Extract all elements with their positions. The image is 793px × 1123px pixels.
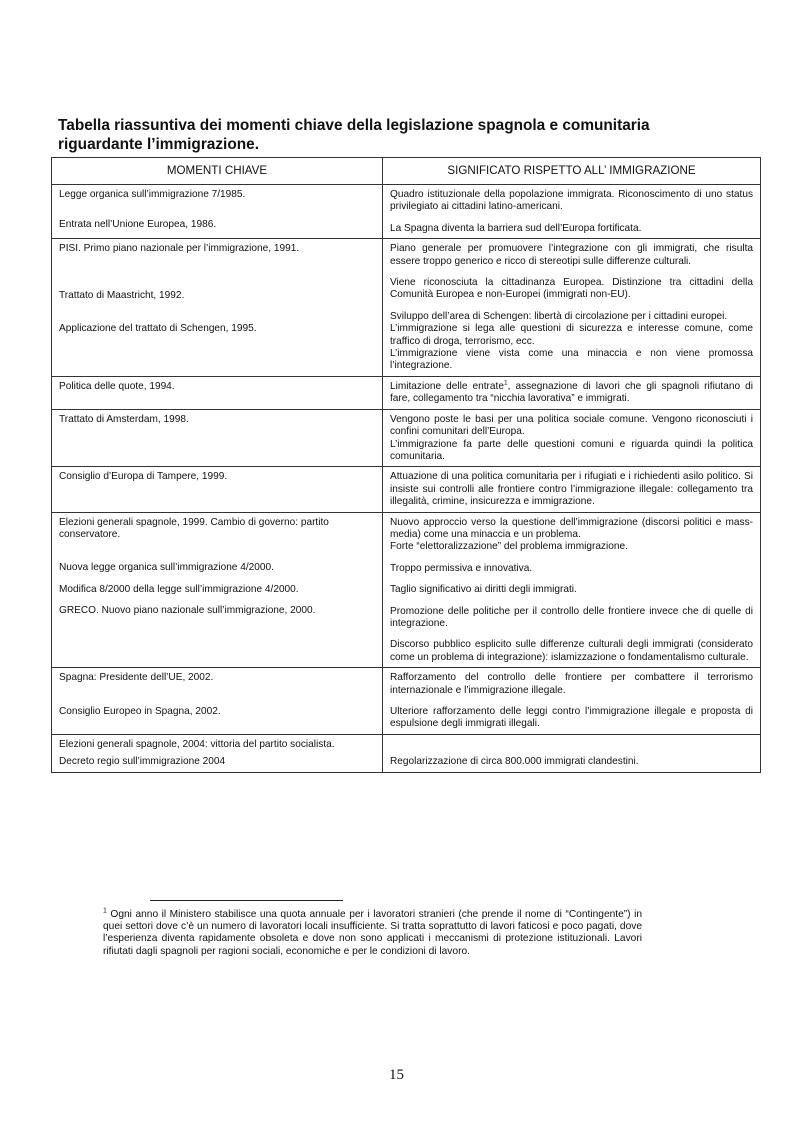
moment-item: Politica delle quote, 1994. [59,380,175,392]
footnote-marker: 1 [103,907,107,915]
moment-item: Consiglio Europeo in Spagna, 2002. [59,705,221,717]
meaning-item: Discorso pubblico esplicito sulle differenze culturali degli immigrati (considerato come un problema di integrazione): islamizzazione o fondamentalismo culturale. [390,639,753,663]
table-title: Tabella riassuntiva dei momenti chiave della legislazione spagnola e comunitaria riguardante l’immigrazione. [58,117,650,153]
moments-cell [52,185,383,239]
meaning-item: Attuazione di una politica comunitaria per i rifugiati e i richiedenti asilo politico. Si insiste sui controlli alle frontiere contro l’immigrazione illegale: collegamento tra illegalità, crimine, insicurezza e immigrazione. [390,471,753,508]
meaning-cell [383,668,761,735]
meaning-item: Forte “elettoralizzazione” del problema immigrazione. [390,541,628,553]
meaning-item: L’immigrazione fa parte delle questioni comuni e riguarda quindi la politica comunitaria. [390,438,753,462]
meaning-item: Ulteriore rafforzamento delle leggi contro l’immigrazione illegale e proposta di espulsione degli immigrati illegali. [390,706,753,730]
meaning-item: Rafforzamento del controllo delle frontiere per combattere il terrorismo internazionale e l’immigrazione illegale. [390,672,753,696]
table-row [52,734,761,772]
meaning-text: Limitazione delle entrate [390,380,504,392]
meaning-item: Regolarizzazione di circa 800.000 immigrati clandestini. [390,755,639,767]
moment-item: Spagna: Presidente dell’UE, 2002. [59,672,214,684]
meaning-item: Troppo permissiva e innovativa. [390,562,533,574]
moment-item: GRECO. Nuovo piano nazionale sull’immigrazione, 2000. [59,605,316,617]
page-number: 15 [389,1067,404,1083]
footnote-reference: 1 [503,379,508,387]
moment-item: Applicazione del trattato di Schengen, 1995. [59,323,257,335]
meaning-cell [383,734,761,772]
meaning-cell [383,467,761,512]
moments-cell [52,239,383,377]
meaning-item: Promozione delle politiche per il controllo delle frontiere invece che di quelle di integrazione. [390,605,753,629]
table-row [52,467,761,512]
footnote [103,909,642,958]
footnote-text: Ogni anno il Ministero stabilisce una quota annuale per i lavoratori stranieri (che prende il nome di “Contingente”) in quei settori dove c’è un numero di lavoratori locali insufficiente. Si tratta soprattutto di lavori faticosi e poco pagati, dove l’esperienza diventa rapidamente obsoleta e dove non sono applicati i meccanismi di protezione istituzionali. Lavori rifiutati dagli spagnoli per ragioni sociali, economiche e per le condizioni di lavoro. [103,909,642,957]
moments-cell [52,409,383,467]
table-row [52,512,761,668]
moment-item: Modifica 8/2000 della legge sull’immigrazione 4/2000. [59,583,299,595]
table-header-row [52,158,761,185]
moments-cell [52,376,383,409]
meaning-item: L’immigrazione si lega alle questioni di sicurezza e interesse comune, come traffico di droga, terrorismo, ecc. [390,323,753,347]
moment-item: Consiglio d’Europa di Tampere, 1999. [59,471,228,483]
legislation-table [51,157,761,773]
header-meaning: SIGNIFICATO RISPETTO ALL’ IMMIGRAZIONE [383,158,761,185]
meaning-item: Vengono poste le basi per una politica sociale comune. Vengono riconosciuti i confini comunitari dell’Europa. [390,413,753,438]
moment-item: Entrata nell’Unione Europea, 1986. [59,219,217,231]
meaning-text: , assegnazione di lavori che gli spagnoli rifiutano di fare, collegamento tra “nicchia lavorativa” e immigrati. [390,380,754,405]
meaning-item: Taglio significativo ai diritti degli immigrati. [390,584,577,596]
meaning-cell [383,409,761,467]
table-row [52,409,761,467]
moments-cell [52,467,383,512]
moment-item: Nuova legge organica sull’immigrazione 4/2000. [59,562,274,574]
moment-item: Elezioni generali spagnole, 1999. Cambio di governo: partito conservatore. [59,516,329,540]
moment-item: Decreto regio sull’immigrazione 2004 [59,756,226,768]
table-row [52,376,761,409]
header-moments: MOMENTI CHIAVE [52,158,383,185]
moments-cell [52,668,383,735]
moment-item: Elezioni generali spagnole, 2004: vittoria del partito socialista. [59,738,335,750]
moment-item: Trattato di Maastricht, 1992. [59,289,185,301]
meaning-cell [383,185,761,239]
meaning-item: Piano generale per promuovere l’integrazione con gli immigrati, che risulta essere troppo generico e ricco di stereotipi sulle differenze culturali. [390,243,753,267]
meaning-item: Nuovo approccio verso la questione dell’immigrazione (discorsi politici e mass-media) come una minaccia e un problema. [390,516,753,540]
moments-cell [52,512,383,668]
meaning-cell [383,239,761,377]
meaning-item: Quadro istituzionale della popolazione immigrata. Riconoscimento di uno status privilegiato ai cittadini latino-americani. [390,189,753,213]
meaning-item: Sviluppo dell’area di Schengen: libertà di circolazione per i cittadini europei. [390,310,728,322]
meaning-cell [383,512,761,668]
table-row [52,668,761,735]
meaning-cell [383,376,761,409]
moment-item: PISI. Primo piano nazionale per l’immigrazione, 1991. [59,243,300,255]
moments-cell [52,734,383,772]
moment-item: Legge organica sull’immigrazione 7/1985. [59,189,246,200]
meaning-item: L’immigrazione viene vista come una minaccia e non viene promossa l’integrazione. [390,348,753,372]
meaning-item [390,381,753,406]
footnote-separator [150,900,343,901]
moment-item: Trattato di Amsterdam, 1998. [59,413,189,425]
meaning-item: Viene riconosciuta la cittadinanza Europea. Distinzione tra cittadini della Comunità Europea e non-Europei (immigrati non-EU). [390,277,753,301]
meaning-item: La Spagna diventa la barriera sud dell’Europa fortificata. [390,222,642,234]
table-row [52,185,761,239]
table-row [52,239,761,377]
